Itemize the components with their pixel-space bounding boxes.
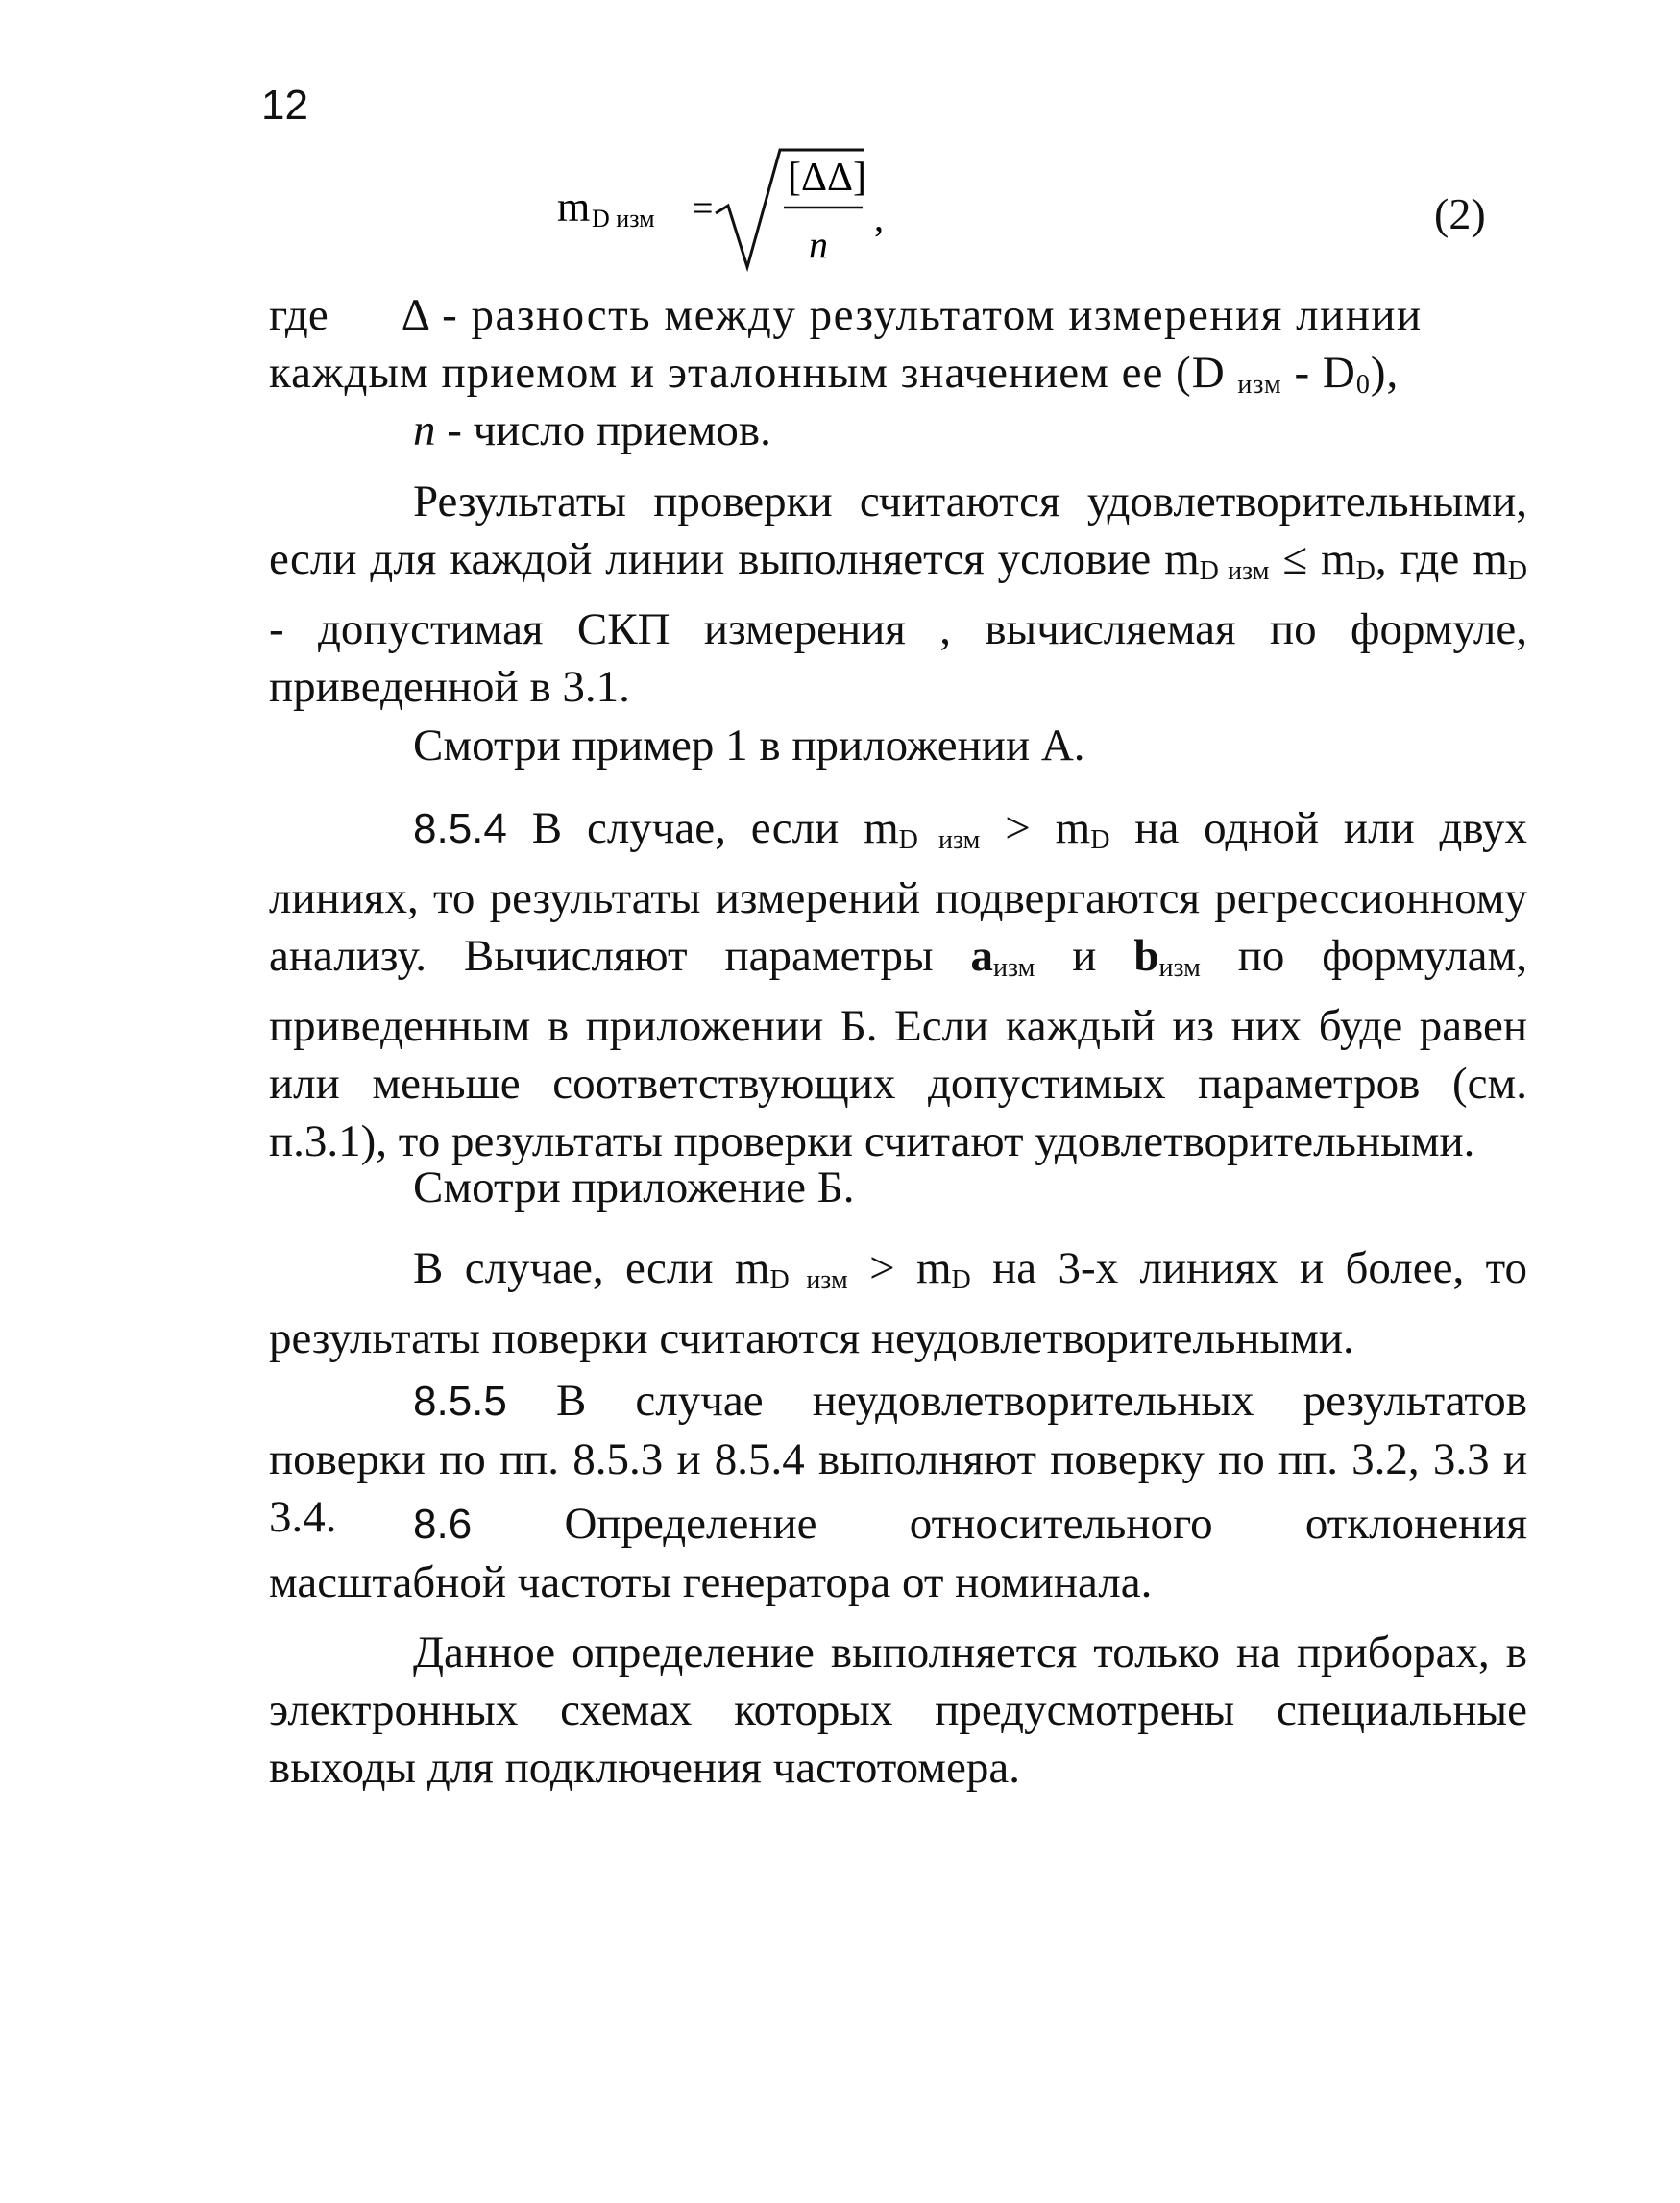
text-run: В случае, если m — [531, 803, 899, 853]
text-run: и — [1072, 931, 1097, 981]
paragraph-frequency-check — [269, 1624, 1527, 1797]
paragraph-results-check — [269, 473, 1527, 716]
text-run: Данное определение выполняется только на приборах, в электронных схемах которых предусмотрены специальные выходы для подключения частотомера. — [269, 1628, 1527, 1793]
section-number: 8.6 — [413, 1501, 473, 1548]
n-definition: - число приемов. — [447, 405, 771, 455]
where-n-line — [413, 402, 771, 459]
subscript: D изм — [769, 1265, 848, 1295]
param-b: b — [1133, 931, 1159, 981]
formula-2 — [557, 144, 941, 279]
text-run: - допустимая СКП измерения , вычисляемая по формуле, приведенной в 3.1. — [269, 604, 1527, 712]
text-run: Смотри приложение Б. — [413, 1163, 855, 1212]
subscript: D изм — [898, 825, 981, 855]
delta-definition: Δ - разность между результатом измерения линии — [401, 290, 1423, 340]
where-delta-line1 — [269, 286, 1527, 344]
subscript: D — [1507, 556, 1527, 586]
subscript: изм — [1158, 953, 1201, 983]
subscript: 0 — [1355, 370, 1371, 400]
formula-numerator: [ΔΔ] — [788, 156, 866, 200]
formula-denominator: n — [809, 223, 828, 266]
param-a: a — [970, 931, 994, 981]
section-number: 8.5.4 — [413, 805, 507, 852]
subscript: изм — [993, 953, 1035, 983]
text-run: В случае, если m — [413, 1243, 770, 1293]
subscript: D изм — [1199, 556, 1270, 586]
paragraph-8-6 — [269, 1495, 1527, 1611]
text-run: ≤ m — [1282, 534, 1356, 584]
delta-definition-cont: - D — [1294, 348, 1356, 398]
delta-definition-cont: каждым приемом и эталонным значением ее (D — [269, 348, 1226, 398]
paragraph-8-5-4 — [269, 799, 1527, 1170]
formula-lhs-subscript: D изм — [592, 205, 655, 233]
formula-number: (2) — [1434, 189, 1486, 238]
formula-trailing-comma: , — [874, 196, 884, 239]
page-number: 12 — [261, 82, 308, 129]
paragraph-see-appendix-b — [269, 1159, 1527, 1216]
text-run: Смотри пример 1 в приложении А. — [413, 721, 1085, 771]
subscript: изм — [1237, 370, 1282, 400]
text-run: Результаты проверки считаются удовлетворительными, если для каждой линии выполняется условие m — [269, 477, 1527, 584]
text-run: на одной или двух линиях, то результаты измерений подвергаются регрессионному анализу. Вычисляют параметры — [269, 803, 1528, 981]
text-run: > m — [1005, 803, 1091, 853]
n-symbol: n — [413, 405, 436, 455]
subscript: D — [1090, 825, 1110, 855]
paragraph-see-example — [269, 717, 1527, 774]
formula-equals: = — [692, 186, 714, 230]
text-run: В случае неудовлетворительных результатов поверки по пп. 8.5.3 и 8.5.4 выполняют поверку по пп. 3.2, 3.3 и 3.4. — [269, 1376, 1527, 1542]
subscript: D — [951, 1265, 971, 1295]
formula-lhs-m: m — [557, 184, 591, 231]
delta-definition-cont: ), — [1370, 348, 1400, 398]
subscript: D — [1355, 556, 1376, 586]
section-number: 8.5.5 — [413, 1378, 507, 1425]
text-run: на 3-х линиях и более, то результаты поверки считаются неудовлетворительными. — [269, 1243, 1527, 1363]
text-run: , где m — [1375, 534, 1508, 584]
paragraph-three-lines — [269, 1239, 1527, 1367]
text-run: по формулам, приведенным в приложении Б. Если каждый из них буде равен или меньше соответствующих допустимых параметров (см. п.3.1), то результаты проверки считают удовлетворительными. — [269, 931, 1528, 1166]
text-run: Определение относительного отклонения масштабной частоты генератора от номинала. — [269, 1499, 1527, 1607]
text-run: > m — [869, 1243, 952, 1293]
where-lead: где — [269, 290, 329, 340]
